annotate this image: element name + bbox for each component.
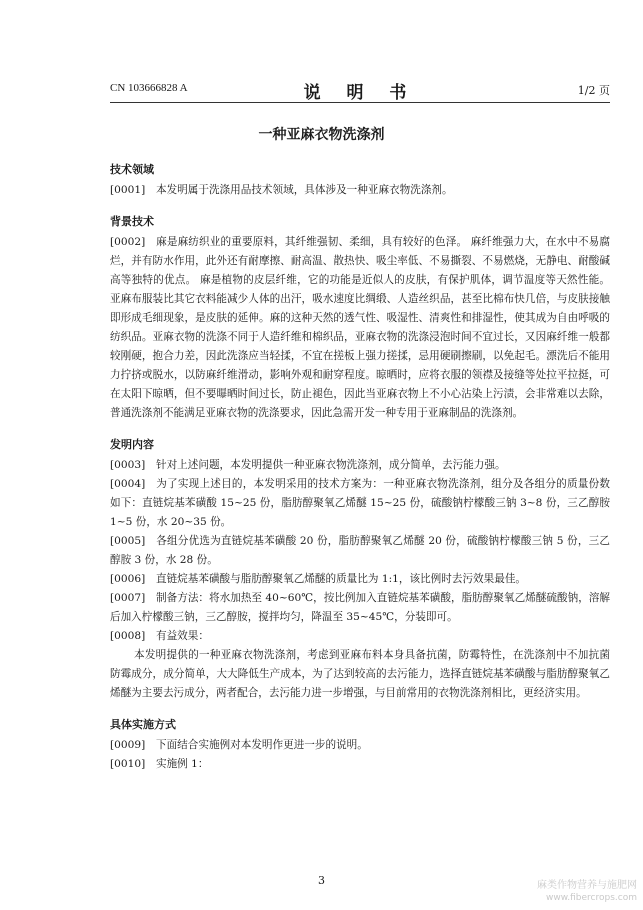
paragraph-text: 下面结合实施例对本发明作更进一步的说明。: [156, 739, 368, 751]
header-title: 说 明 书: [303, 83, 417, 103]
paragraph-number: [0002]: [110, 236, 146, 248]
paragraph-text: 实施例 1：: [156, 758, 209, 770]
paragraph-text: 各组分优选为直链烷基苯磺酸 20 份，脂肪醇聚氧乙烯醚 20 份，硫酸钠柠檬酸三钠 5 份，三乙醇胺 3 份，水 28 份。: [110, 535, 610, 566]
paragraph-text: 为了实现上述目的，本发明采用的技术方案为：一种亚麻衣物洗涤剂，组分及各组分的质量份数如下：直链烷基苯磺酸 15~25 份，脂肪醇聚氧乙烯醚 15~25 份，硫酸钠柠檬酸三钠 3~8 份，三乙醇胺 1~5 份，水 20~35 份。: [110, 478, 610, 528]
paragraph: [110, 475, 610, 532]
paragraph-text: 本发明属于洗涤用品技术领域，具体涉及一种亚麻衣物洗涤剂。: [156, 184, 453, 196]
document-title: 一种亚麻衣物洗涤剂: [258, 127, 385, 143]
benefits-paragraph: 本发明提供的一种亚麻衣物洗涤剂，考虑到亚麻布料本身具备抗菌，防霉特性，在洗涤剂中不加抗菌防霉成分，成分简单，大大降低生产成本，为了达到较高的去污能力，选择直链烷基苯磺酸与脂肪醇聚氧乙烯醚为主要去污成分，两者配合，去污能力进一步增强，与目前常用的衣物洗涤剂相比，更经济实用。: [110, 649, 610, 699]
paragraph-number: [0006]: [110, 573, 146, 585]
page-number: 3: [318, 874, 325, 887]
paragraph-number: [0001]: [110, 184, 146, 196]
paragraph: [110, 532, 610, 570]
section-heading: 发明内容: [110, 438, 154, 451]
section-heading: 背景技术: [110, 215, 154, 228]
watermark: [537, 880, 637, 904]
document-body: [110, 160, 610, 774]
paragraph: [110, 736, 610, 755]
paragraph: [110, 181, 610, 200]
paragraph-text: 麻是麻纺织业的重要原料，其纤维强韧、柔细，具有较好的色泽。 麻纤维强力大，在水中不易腐烂，并有防水作用，此外还有耐摩擦、耐高温、散热快、吸尘率低、不易撕裂、不易燃烧，无静电、耐酸碱高等独特的优点。 麻是植物的皮层纤维，它的功能是近似人的皮肤，有保护肌体，调节温度等天然性能。亚麻布服装比其它衣料能减少人体的出汗，吸水速度比绸缎、人造丝织品，甚至比棉布快几倍，与皮肤接触即形成毛细现象，是皮肤的延伸。麻的这种天然的透气性、吸湿性、清爽性和排湿性，使其成为自由呼吸的纺织品。亚麻衣物的洗涤不同于人造纤维和棉织品，亚麻衣物的洗涤浸泡时间不宜过长，又因麻纤维一般都较刚硬，抱合力差，因此洗涤应当轻揉，不宜在搓板上强力搓揉，忌用硬刷擦刷，以免起毛。漂洗后不能用力拧挤或脱水，以防麻纤维滑动，影响外观和耐穿程度。晾晒时，应将衣服的领襟及接缝等处拉平拉挺，可在太阳下晾晒，但不要曝晒时间过长，防止褪色，因此当亚麻衣物上不小心沾染上污渍，会非常难以去除，普通洗涤剂不能满足亚麻衣物的洗涤要求，因此急需开发一种专用于亚麻制品的洗涤剂。: [110, 236, 610, 419]
paragraph: [110, 233, 610, 423]
paragraph-text: 制备方法：将水加热至 40~60℃，按比例加入直链烷基苯磺酸，脂肪醇聚氧乙烯醚硫酸钠，溶解后加入柠檬酸三钠，三乙醇胺，搅拌均匀，降温至 35~45℃，分装即可。: [110, 592, 610, 623]
section-heading: 技术领域: [110, 163, 154, 176]
paragraph: [110, 456, 610, 475]
paragraph-text: 有益效果：: [156, 630, 209, 642]
paragraph-number: [0004]: [110, 478, 146, 490]
paragraph-number: [0008]: [110, 630, 146, 642]
watermark-cn: 麻类作物营养与施肥网: [537, 880, 637, 891]
paragraph: [110, 627, 610, 646]
page-indicator: 1/2 页: [577, 84, 610, 97]
paragraph-number: [0007]: [110, 592, 146, 604]
paragraph-number: [0010]: [110, 758, 146, 770]
paragraph: [110, 570, 610, 589]
paragraph: [110, 755, 610, 774]
section-heading: 具体实施方式: [110, 718, 176, 731]
paragraph-number: [0005]: [110, 535, 146, 547]
page-header: [110, 78, 610, 103]
paragraph-number: [0009]: [110, 739, 146, 751]
paragraph-text: 直链烷基苯磺酸与脂肪醇聚氧乙烯醚的质量比为 1:1，该比例时去污效果最佳。: [156, 573, 527, 585]
watermark-en: www.fibercrops.com: [546, 893, 637, 903]
header-rule: [110, 102, 610, 103]
patent-number: CN 103666828 A: [110, 82, 188, 94]
paragraph-text: 针对上述问题，本发明提供一种亚麻衣物洗涤剂，成分简单，去污能力强。: [156, 459, 506, 471]
paragraph: [110, 589, 610, 627]
paragraph-number: [0003]: [110, 459, 146, 471]
